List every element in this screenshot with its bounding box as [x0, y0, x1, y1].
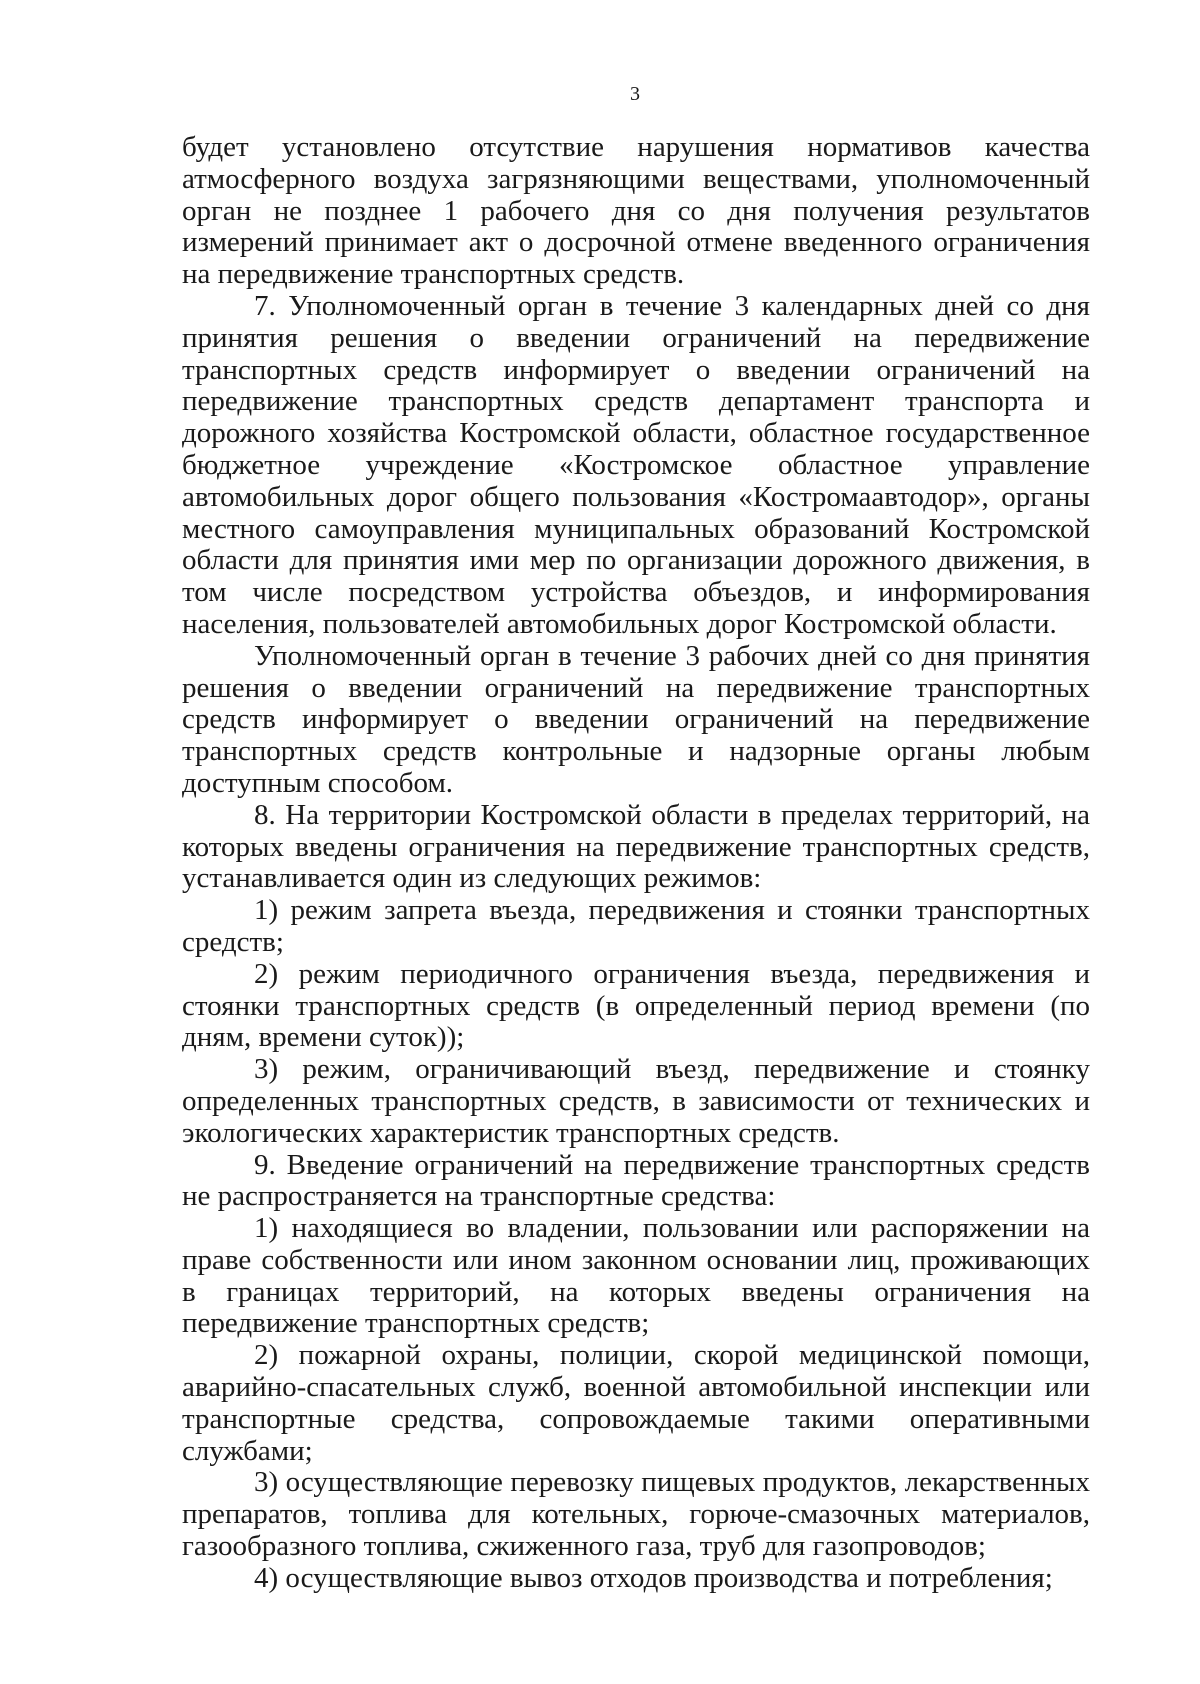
paragraph-continuation: будет установлено отсутствие нарушения нормативов качества атмосферного воздуха загрязняющими веществами, уполномоченный орган не позднее 1 рабочего дня со дня получения результатов измерений принимает акт о досрочной отмене введенного ограничения на передвижение транспортных средств. — [182, 131, 1090, 291]
paragraph-item-8-mode-2: 2) режим периодичного ограничения въезда, передвижения и стоянки транспортных средств (в определенный период времени (по дням, времени суток)); — [182, 957, 1090, 1054]
paragraph-item-7: 7. Уполномоченный орган в течение 3 календарных дней со дня принятия решения о введении ограничений на передвижение транспортных средств информирует о введении ограничений на передвижение транспортных средств департамент транспорта и дорожного хозяйства Костромской области, областное государственное бюджетное учреждение «Костромское областное управление автомобильных дорог общего пользования «Костромаавтодор», органы местного самоуправления муниципальных образований Костромской области для принятия ими мер по организации дорожного движения, в том числе посредством устройства объездов, и информирования населения, пользователей автомобильных дорог Костромской области. — [182, 289, 1090, 640]
paragraph-item-8-mode-1: 1) режим запрета въезда, передвижения и стоянки транспортных средств; — [182, 894, 1090, 958]
paragraph-item-9-sub-4: 4) осуществляющие вывоз отходов производства и потребления; — [254, 1561, 1053, 1594]
paragraph-item-9: 9. Введение ограничений на передвижение транспортных средств не распространяется на транспортные средства: — [182, 1148, 1090, 1213]
paragraph-item-8-mode-3: 3) режим, ограничивающий въезд, передвижение и стоянку определенных транспортных средств, в зависимости от технических и экологических характеристик транспортных средств. — [182, 1053, 1090, 1149]
paragraph-item-9-sub-3: 3) осуществляющие перевозку пищевых продуктов, лекарственных препаратов, топлива для котельных, горюче-смазочных материалов, газообразного топлива, сжиженного газа, труб для газопроводов; — [182, 1466, 1090, 1563]
paragraph-item-7-second: Уполномоченный орган в течение 3 рабочих дней со дня принятия решения о введении ограничений на передвижение транспортных средств информирует о введении ограничений на передвижение транспортных средств контрольные и надзорные органы любым доступным способом. — [182, 639, 1090, 799]
page-number: 3 — [630, 83, 640, 105]
document-body — [182, 132, 1090, 1595]
paragraph-item-9-sub-2: 2) пожарной охраны, полиции, скорой медицинской помощи, аварийно-спасательных служб, военной автомобильной инспекции или транспортные средства, сопровождаемые такими оперативными службами; — [182, 1339, 1090, 1467]
paragraph-item-8: 8. На территории Костромской области в пределах территорий, на которых введены ограничения на передвижение транспортных средств, устанавливается один из следующих режимов: — [182, 798, 1090, 895]
paragraph-item-9-sub-1: 1) находящиеся во владении, пользовании или распоряжении на праве собственности или ином законном основании лиц, проживающих в границах территорий, на которых введены ограничения на передвижение транспортных средств; — [182, 1212, 1090, 1340]
